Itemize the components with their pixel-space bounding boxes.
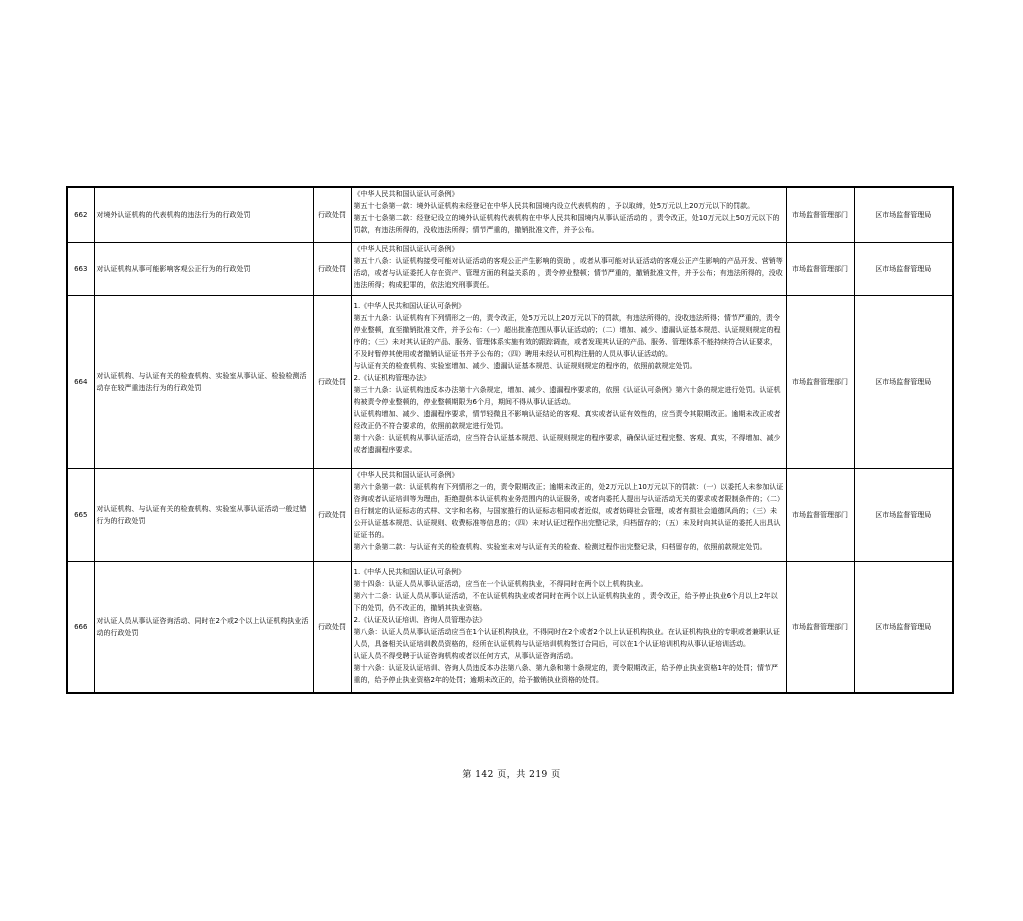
- table-row: [67, 562, 953, 694]
- row-number: 666: [67, 562, 94, 694]
- legal-basis: [351, 296, 786, 469]
- basis-line: 第五十九条：认证机构有下列情形之一的，责令改正，处5万元以上20万元以下的罚款，有违法所得的，没收违法所得；情节严重的，责令停业整顿，直至撤销批准文件，并予公布：（一）超出批准范围从事认证活动的；（二）增加、减少、遗漏认证基本规范、认证规则规定的程序的；（三）未对其认证的产品、服务、管理体系实施有效的跟踪调查，或者发现其认证的产品、服务、管理体系不能持续符合认证要求，不及时暂停其使用或者撤销认证证书并予公布的；（四）聘用未经认可机构注册的人员从事认证活动的。: [353, 314, 781, 358]
- table-row: [67, 187, 953, 243]
- enforcement-table: [66, 186, 954, 694]
- table-row: [67, 469, 953, 562]
- row-number: 663: [67, 243, 94, 296]
- item-name: 对认证机构从事可能影响客观公正行为的行政处罚: [94, 243, 313, 296]
- basis-line: 1.《中华人民共和国认证认可条例》: [353, 568, 466, 576]
- table-row: [67, 243, 953, 296]
- row-number: 665: [67, 469, 94, 562]
- item-type: 行政处罚: [313, 243, 351, 296]
- responsible-department: 市场监督管理部门: [786, 243, 854, 296]
- basis-line: 第六十条第一款：认证机构有下列情形之一的，责令限期改正；逾期未改正的，处2万元以上10万元以下的罚款：（一）以委托人未参加认证咨询或者认证培训等为理由，拒绝提供本认证机构业务范围内的认证服务，或者向委托人提出与认证活动无关的要求或者限制条件的；（二）自行制定的认证标志的式样、文字和名称，与国家推行的认证标志相同或者近似，或者妨碍社会管理，或者有损社会道德风尚的；（三）未公开认证基本规范、认证规则、收费标准等信息的；（四）未对认证过程作出完整记录，归档留存的；（五）未及时向其认证的委托人出具认证证书的。: [353, 483, 784, 539]
- item-type: 行政处罚: [313, 296, 351, 469]
- basis-line: 第十六条：认证机构从事认证活动，应当符合认证基本规范、认证规则规定的程序要求，确保认证过程完整、客观、真实，不得增加、减少或者遗漏程序要求。: [353, 434, 781, 454]
- enforcement-level: 区市场监督管理局: [854, 296, 953, 469]
- basis-line: 第三十九条：认证机构违反本办法第十六条规定，增加、减少、遗漏程序要求的，依照《认证认可条例》第六十条的规定进行处罚。认证机构被责令停业整顿的，停业整顿期限为6个月，期间不得从事认证活动。: [353, 386, 781, 406]
- basis-line: 认证人员不得受聘于认证咨询机构或者以任何方式，从事认证咨询活动。: [353, 652, 578, 660]
- basis-line: 第六十二条：认证人员从事认证活动，不在认证机构执业或者同时在两个以上认证机构执业的 ，责令改正，给予停止执业6个月以上2年以下的处罚，仍不改正的，撤销其执业资格。: [353, 592, 778, 612]
- row-number: 662: [67, 187, 94, 243]
- responsible-department: 市场监督管理部门: [786, 469, 854, 562]
- legal-basis: [351, 187, 786, 243]
- responsible-department: 市场监督管理部门: [786, 562, 854, 694]
- basis-line: 《中华人民共和国认证认可条例》: [353, 245, 459, 253]
- legal-basis: [351, 243, 786, 296]
- basis-line: 认证机构增加、减少、遗漏程序要求，情节轻微且不影响认证结论的客观、真实或者认证有效性的，应当责令其限期改正。逾期未改正或者经改正仍不符合要求的，依照前款规定进行处罚。: [353, 410, 781, 430]
- item-type: 行政处罚: [313, 469, 351, 562]
- basis-line: 第十四条：认证人员从事认证活动，应当在一个认证机构执业，不得同时在两个以上机构执业。: [353, 580, 648, 588]
- legal-basis: [351, 562, 786, 694]
- item-name: 对认证机构、与认证有关的检查机构、实验室从事认证活动一般过错行为的行政处罚: [94, 469, 313, 562]
- basis-line: 第十六条：认证及认证培训、咨询人员违反本办法第八条、第九条和第十条规定的，责令限期改正，给予停止执业资格1年的处罚；情节严重的，给予停止执业资格2年的处罚；逾期未改正的，给予撤销执业资格的处罚。: [353, 664, 778, 684]
- item-name: 对境外认证机构的代表机构的违法行为的行政处罚: [94, 187, 313, 243]
- enforcement-level: 区市场监督管理局: [854, 562, 953, 694]
- basis-line: 《中华人民共和国认证认可条例》: [353, 471, 459, 479]
- responsible-department: 市场监督管理部门: [786, 187, 854, 243]
- basis-line: 1.《中华人民共和国认证认可条例》: [353, 302, 466, 310]
- legal-basis: [351, 469, 786, 562]
- basis-line: 2.《认证机构管理办法》: [353, 374, 431, 382]
- responsible-department: 市场监督管理部门: [786, 296, 854, 469]
- enforcement-level: 区市场监督管理局: [854, 469, 953, 562]
- row-number: 664: [67, 296, 94, 469]
- enforcement-level: 区市场监督管理局: [854, 243, 953, 296]
- basis-line: 第五十八条：认证机构接受可能对认证活动的客观公正产生影响的资助 ，或者从事可能对认证活动的客观公正产生影响的产品开发、营销等活动，或者与认证委托人存在资产、管理方面的利益关系的 ，责令停业整顿；情节严重的，撤销批准文件，并予公布；有违法所得的，没收违法所得；构成犯罪的，依法追究刑事责任。: [353, 257, 783, 289]
- basis-line: 第五十七条第一款：境外认证机构未经登记在中华人民共和国境内设立代表机构的 ，予以取缔，处5万元以上20万元以下的罚款。: [353, 202, 755, 210]
- item-name: 对认证机构、与认证有关的检查机构、实验室从事认证、检验检测活动存在较严重违法行为的行政处罚: [94, 296, 313, 469]
- basis-line: 第五十七条第二款：经登记设立的境外认证机构代表机构在中华人民共和国境内从事认证活动的 ，责令改正，处10万元以上50万元以下的罚款，有违法所得的，没收违法所得；情节严重的，撤销批准文件，并予公布。: [353, 214, 780, 234]
- basis-line: 第八条：认证人员从事认证活动应当在1个认证机构执业，不得同时在2个或者2个以上认证机构执业。在认证机构执业的专职或者兼职认证人员，具备相关认证培训教员资格的，经所在认证机构与认证培训机构签订合同后，可以在1个认证培训机构从事认证培训活动。: [353, 628, 780, 648]
- enforcement-level: 区市场监督管理局: [854, 187, 953, 243]
- table-row: [67, 296, 953, 469]
- basis-line: 与认证有关的检查机构、实验室增加、减少、遗漏认证基本规范、认证规则规定的程序的，依照前款规定处罚。: [353, 362, 697, 370]
- item-name: 对认证人员从事认证咨询活动、同时在2个或2个以上认证机构执业活动的行政处罚: [94, 562, 313, 694]
- page-number: 第 142 页，共 219 页: [462, 770, 561, 780]
- item-type: 行政处罚: [313, 562, 351, 694]
- basis-line: 《中华人民共和国认证认可条例》: [353, 190, 459, 198]
- basis-line: 第六十条第二款：与认证有关的检查机构、实验室未对与认证有关的检查、检测过程作出完整记录，归档留存的，依照前款规定处罚。: [353, 543, 767, 551]
- basis-line: 2.《认证及认证培训、咨询人员管理办法》: [353, 616, 487, 624]
- item-type: 行政处罚: [313, 187, 351, 243]
